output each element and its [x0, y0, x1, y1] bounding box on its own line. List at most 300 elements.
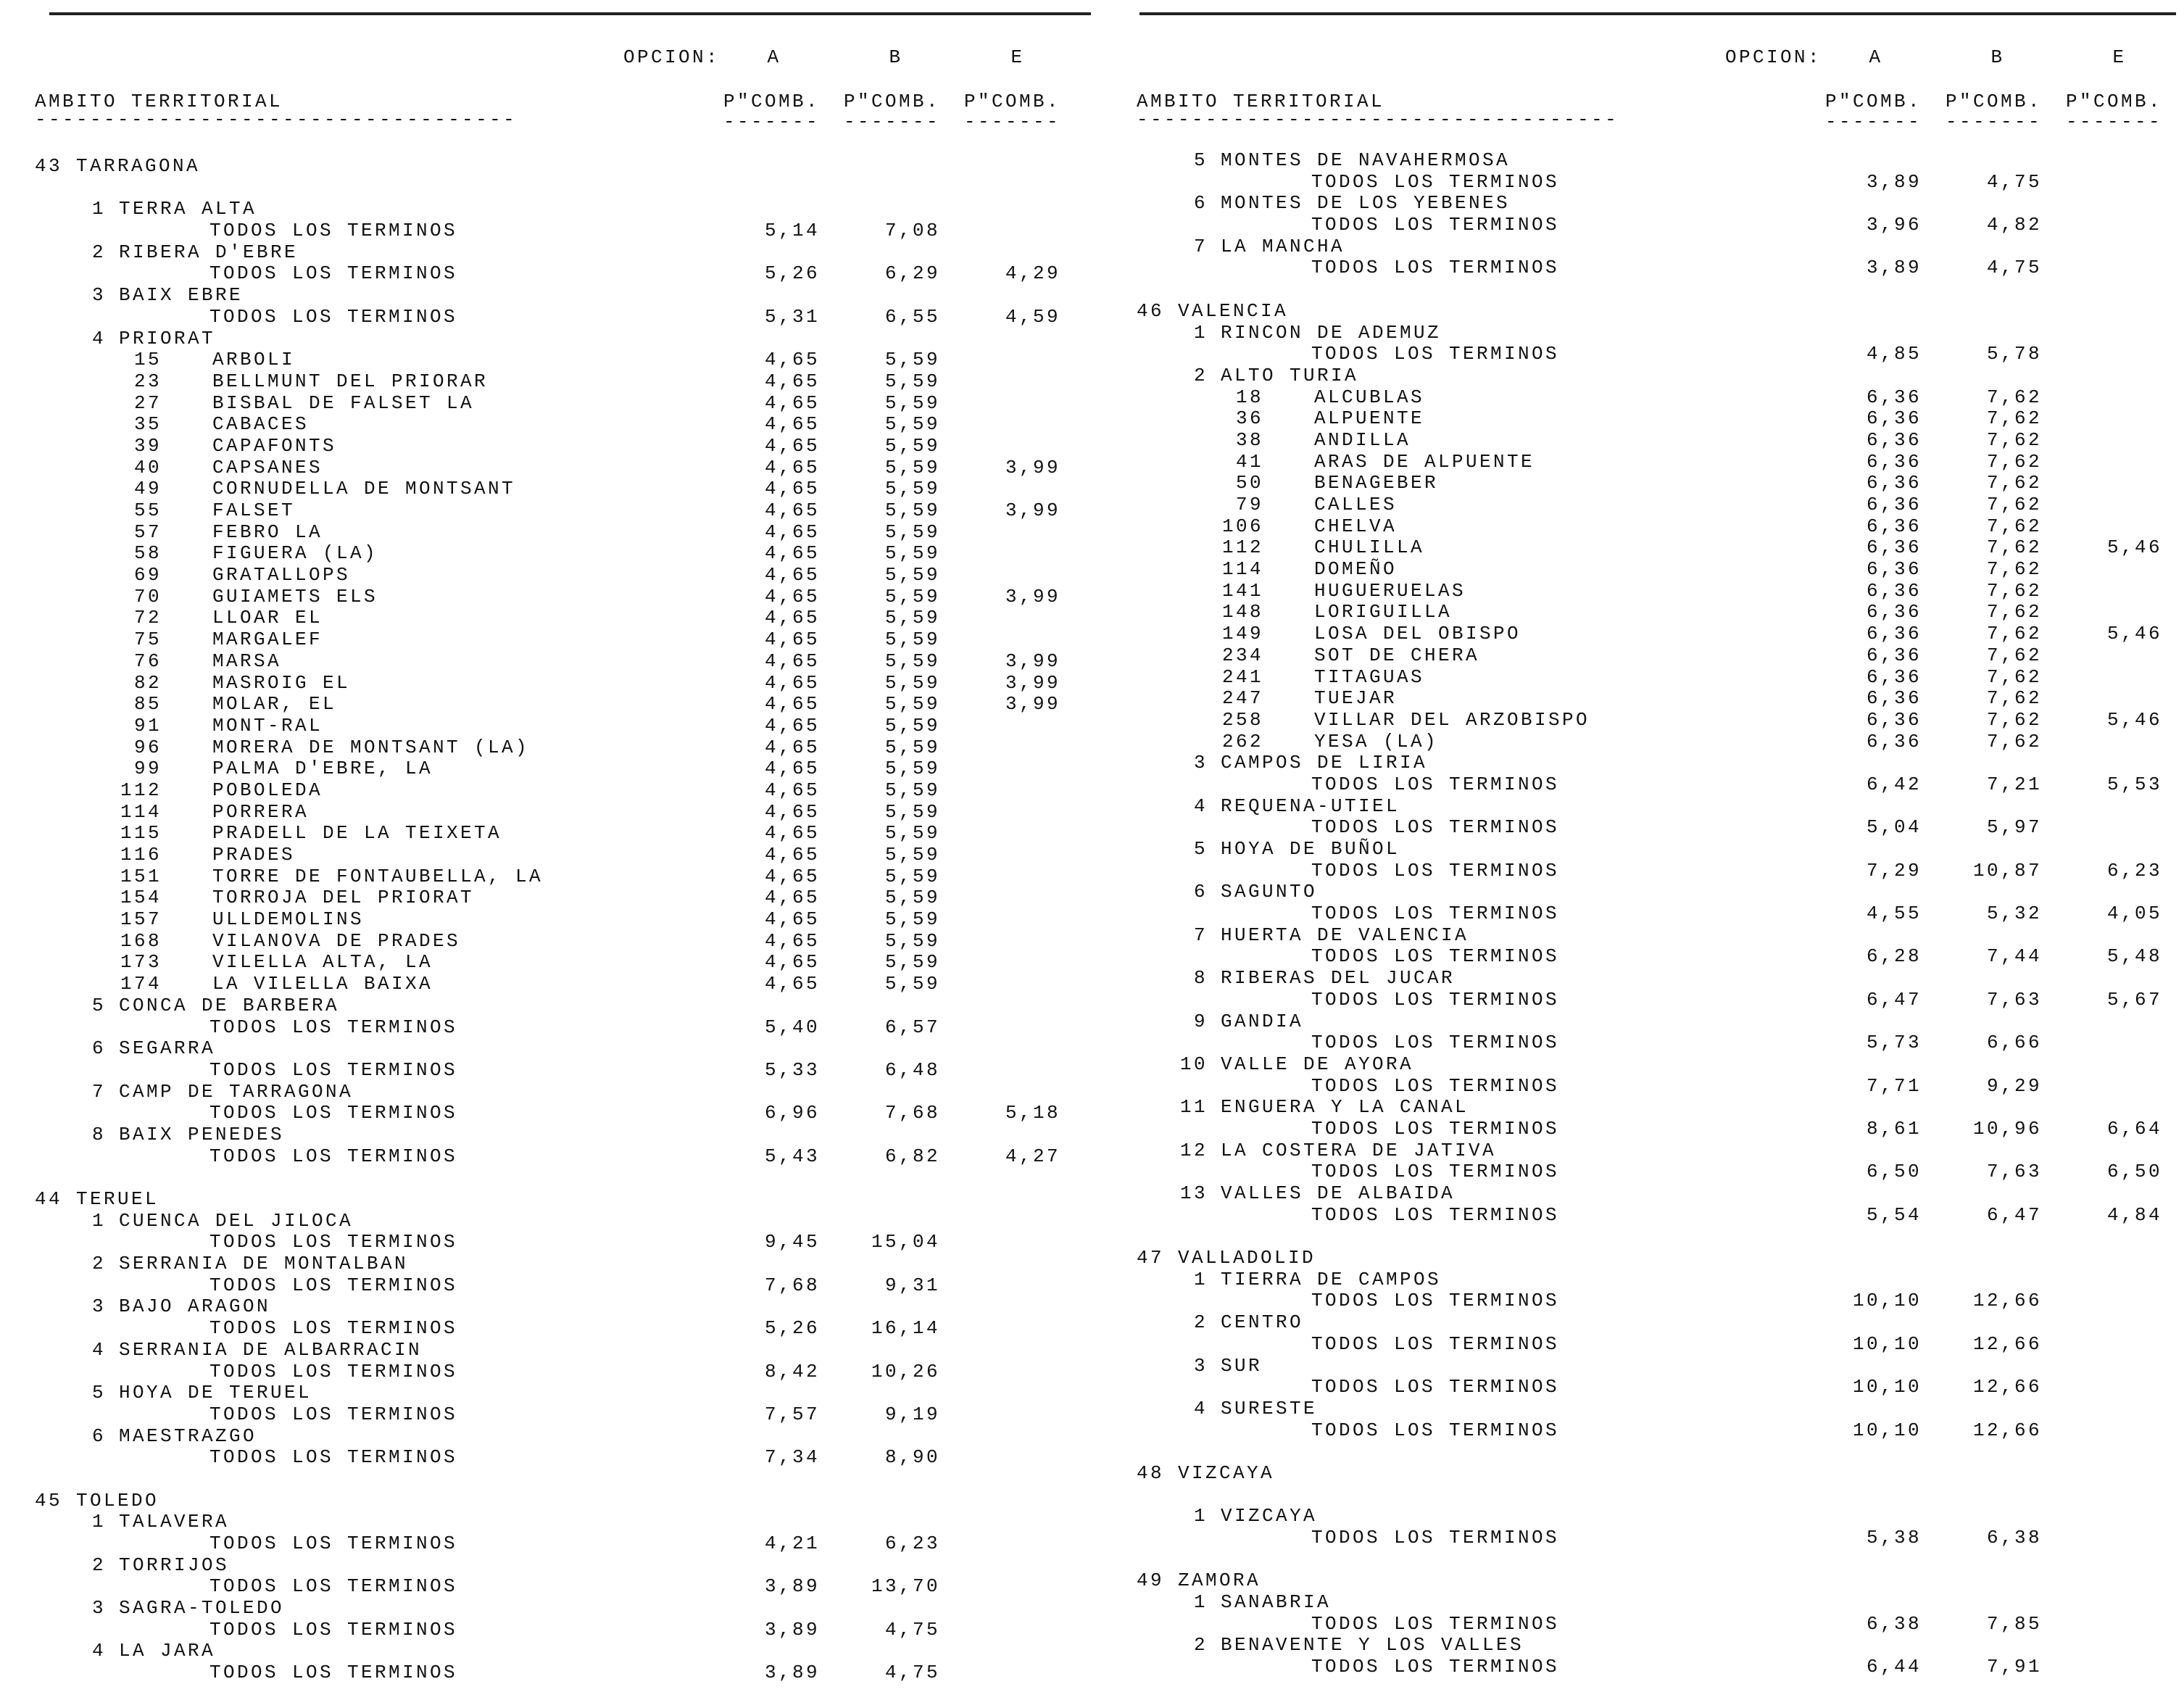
all-terms-label: TODOS LOS TERMINOS [1311, 816, 1560, 839]
municipality-name: CAPSANES [212, 456, 323, 478]
municipality-row [35, 414, 1093, 436]
value-option-a: 5,54 [1866, 1203, 1922, 1226]
all-terms-label: TODOS LOS TERMINOS [1311, 1332, 1560, 1355]
value-option-a: 7,29 [1866, 859, 1922, 882]
comarca-row [35, 1340, 1093, 1361]
value-option-e: 5,46 [2106, 708, 2162, 731]
blank-line [35, 1469, 1093, 1490]
municipality-name: LOSA DEL OBISPO [1314, 623, 1521, 645]
comarca-name: MAESTRAZGO [119, 1425, 257, 1447]
municipality-row [35, 780, 1093, 802]
all-terms-label: TODOS LOS TERMINOS [209, 1102, 458, 1124]
right-column [1137, 0, 2184, 1700]
comarca-name: ALTO TURIA [1221, 364, 1359, 386]
municipality-row [35, 522, 1093, 544]
comarca-number: 6 [91, 1425, 106, 1447]
opcion-label: OPCION: [1725, 46, 1822, 68]
column-header-a: P"COMB. [1824, 91, 1922, 112]
comarca-number: 1 [91, 1511, 106, 1533]
municipality-name: MORERA DE MONTSANT (LA) [212, 736, 530, 758]
value-option-b: 4,75 [884, 1662, 940, 1684]
column-header-e: P"COMB. [963, 91, 1060, 112]
value-option-a: 4,65 [764, 456, 820, 478]
municipality-row [35, 629, 1093, 651]
value-option-e: 4,29 [1005, 262, 1060, 285]
all-terms-label: TODOS LOS TERMINOS [1311, 257, 1560, 279]
value-option-a: 5,33 [764, 1058, 820, 1081]
all-terms-label: TODOS LOS TERMINOS [1311, 859, 1560, 882]
comarca-name: MONTES DE LOS YEBENES [1221, 192, 1511, 215]
column-header-e: P"COMB. [2065, 91, 2162, 112]
value-option-a: 6,96 [764, 1102, 820, 1124]
all-terms-label: TODOS LOS TERMINOS [1311, 1656, 1560, 1678]
all-terms-row [1137, 1614, 2184, 1635]
value-option-b: 5,59 [884, 607, 940, 629]
province-name: ZAMORA [1178, 1570, 1261, 1592]
all-terms-row [35, 1620, 1093, 1641]
value-option-b: 7,62 [1986, 472, 2042, 494]
top-rule [1139, 12, 2176, 15]
all-terms-label: TODOS LOS TERMINOS [1311, 1032, 1560, 1054]
ambito-territorial-heading: AMBITO TERRITORIAL [1137, 91, 1385, 112]
value-option-b: 5,59 [884, 736, 940, 758]
comarca-name: TIERRA DE CAMPOS [1221, 1268, 1442, 1290]
all-terms-label: TODOS LOS TERMINOS [209, 1360, 458, 1382]
value-option-e: 3,99 [1005, 693, 1060, 716]
municipality-row [35, 931, 1093, 953]
municipality-code: 27 [133, 391, 162, 414]
province-name: VALENCIA [1178, 299, 1289, 322]
value-option-b: 6,47 [1986, 1203, 2042, 1226]
blank-line [1137, 279, 2184, 301]
comarca-row [1137, 1398, 2184, 1420]
municipality-row [35, 845, 1093, 866]
all-terms-row [35, 1103, 1093, 1124]
value-option-a: 4,65 [764, 370, 820, 392]
column-underline-b: ------- [843, 111, 940, 133]
all-terms-row [35, 307, 1093, 328]
heading-underline: ----------------------------------- [35, 109, 518, 130]
value-option-b: 15,04 [871, 1231, 940, 1253]
value-option-b: 7,62 [1986, 666, 2042, 688]
value-option-e: 4,59 [1005, 305, 1060, 328]
value-option-e: 5,46 [2106, 536, 2162, 559]
value-option-b: 6,29 [884, 262, 940, 285]
comarca-number: 5 [1193, 838, 1208, 860]
comarca-number: 3 [1193, 752, 1208, 774]
municipality-row [35, 436, 1093, 457]
comarca-row [1137, 1269, 2184, 1291]
value-option-a: 7,57 [764, 1403, 820, 1425]
municipality-code: 106 [1221, 515, 1263, 537]
municipality-name: YESA (LA) [1314, 730, 1439, 752]
municipality-row [35, 586, 1093, 608]
value-option-b: 7,63 [1986, 1161, 2042, 1183]
value-option-b: 5,59 [884, 478, 940, 500]
value-option-a: 5,26 [764, 1317, 820, 1340]
comarca-name: TERRA ALTA [119, 198, 257, 220]
all-terms-row [1137, 1527, 2184, 1549]
municipality-code: 40 [133, 456, 162, 478]
all-terms-label: TODOS LOS TERMINOS [1311, 773, 1560, 795]
comarca-row [35, 285, 1093, 307]
value-option-b: 5,59 [884, 844, 940, 866]
municipality-name: DOMEÑO [1314, 558, 1398, 581]
value-option-a: 6,36 [1866, 730, 1922, 752]
all-terms-label: TODOS LOS TERMINOS [1311, 1117, 1560, 1140]
all-terms-row [1137, 172, 2184, 194]
value-option-b: 10,87 [1972, 859, 2042, 882]
municipality-code: 148 [1221, 601, 1263, 623]
all-terms-row [1137, 257, 2184, 279]
value-option-e: 6,23 [2106, 859, 2162, 882]
comarca-row [35, 328, 1093, 350]
value-option-e: 6,64 [2106, 1117, 2162, 1140]
province-name: TERUEL [76, 1188, 159, 1210]
municipality-code: 141 [1221, 579, 1263, 602]
rate-table-left [35, 156, 1093, 1684]
value-option-b: 12,66 [1972, 1419, 2042, 1441]
all-terms-row [35, 1576, 1093, 1598]
value-option-a: 9,45 [764, 1231, 820, 1253]
value-option-e: 3,99 [1005, 499, 1060, 521]
all-terms-row [1137, 861, 2184, 882]
all-terms-row [35, 1146, 1093, 1168]
all-terms-label: TODOS LOS TERMINOS [209, 1662, 458, 1684]
value-option-a: 3,89 [1866, 170, 1922, 193]
municipality-name: PRADES [212, 844, 296, 866]
municipality-code: 79 [1235, 494, 1263, 515]
municipality-row [1137, 710, 2184, 731]
comarca-name: HUERTA DE VALENCIA [1221, 924, 1469, 946]
all-terms-row [35, 1017, 1093, 1039]
municipality-code: 55 [133, 499, 162, 521]
comarca-number: 1 [91, 1209, 106, 1232]
municipality-row [35, 737, 1093, 759]
comarca-name: SURESTE [1221, 1397, 1318, 1419]
municipality-row [1137, 645, 2184, 667]
value-option-a: 6,44 [1866, 1656, 1922, 1678]
municipality-row [1137, 452, 2184, 473]
value-option-a: 5,43 [764, 1145, 820, 1167]
value-option-a: 4,65 [764, 585, 820, 608]
comarca-number: 2 [91, 1554, 106, 1576]
municipality-name: CORNUDELLA DE MONTSANT [212, 478, 516, 500]
comarca-row [1137, 1592, 2184, 1614]
value-option-a: 6,36 [1866, 407, 1922, 430]
value-option-a: 4,65 [764, 542, 820, 565]
all-terms-row [35, 1361, 1093, 1383]
province-row [1137, 1570, 2184, 1592]
comarca-row [1137, 150, 2184, 172]
municipality-row [35, 457, 1093, 479]
value-option-a: 4,65 [764, 478, 820, 500]
municipality-name: PRADELL DE LA TEIXETA [212, 822, 502, 845]
value-option-b: 5,59 [884, 629, 940, 651]
value-option-a: 5,38 [1866, 1527, 1922, 1548]
comarca-row [1137, 1635, 2184, 1657]
municipality-code: 91 [133, 714, 162, 737]
value-option-b: 9,31 [884, 1274, 940, 1296]
comarca-name: VIZCAYA [1221, 1505, 1318, 1527]
value-option-a: 6,36 [1866, 579, 1922, 602]
value-option-a: 6,36 [1866, 644, 1922, 666]
value-option-b: 5,59 [884, 887, 940, 909]
province-row [1137, 301, 2184, 323]
comarca-name: VALLE DE AYORA [1221, 1053, 1414, 1075]
comarca-number: 6 [1193, 192, 1208, 215]
value-option-b: 7,85 [1986, 1612, 2042, 1635]
municipality-row [35, 866, 1093, 888]
municipality-row [1137, 602, 2184, 623]
value-option-a: 4,65 [764, 650, 820, 672]
comarca-row [35, 1555, 1093, 1577]
municipality-name: GRATALLOPS [212, 564, 351, 586]
value-option-b: 5,59 [884, 973, 940, 995]
value-option-b: 5,32 [1986, 903, 2042, 925]
all-terms-label: TODOS LOS TERMINOS [1311, 1161, 1560, 1183]
value-option-a: 3,89 [764, 1575, 820, 1598]
comarca-name: CENTRO [1221, 1311, 1304, 1334]
municipality-name: LORIGUILLA [1314, 601, 1453, 623]
value-option-b: 5,59 [884, 714, 940, 737]
comarca-name: RINCON DE ADEMUZ [1221, 321, 1442, 344]
comarca-number: 7 [1193, 235, 1208, 257]
value-option-b: 16,14 [871, 1317, 940, 1340]
comarca-row [1137, 1356, 2184, 1377]
value-option-a: 10,10 [1852, 1290, 1922, 1312]
comarca-number: 1 [1193, 1591, 1208, 1614]
province-code: 45 [35, 1489, 63, 1512]
municipality-row [1137, 516, 2184, 538]
value-option-b: 5,59 [884, 456, 940, 478]
all-terms-label: TODOS LOS TERMINOS [209, 1274, 458, 1296]
municipality-code: 58 [133, 542, 162, 565]
value-option-b: 7,62 [1986, 623, 2042, 645]
province-row [35, 1490, 1093, 1512]
column-underline-a: ------- [1824, 111, 1922, 133]
comarca-number: 7 [91, 1080, 106, 1103]
blank-line [35, 178, 1093, 199]
value-option-a: 6,36 [1866, 494, 1922, 515]
value-option-b: 7,62 [1986, 687, 2042, 710]
municipality-code: 23 [133, 370, 162, 392]
all-terms-row [1137, 817, 2184, 839]
comarca-row [1137, 796, 2184, 818]
column-header-a: P"COMB. [723, 91, 820, 112]
value-option-b: 5,59 [884, 671, 940, 694]
all-terms-row [35, 220, 1093, 242]
value-option-b: 7,62 [1986, 708, 2042, 731]
municipality-name: TORROJA DEL PRIORAT [212, 887, 475, 909]
municipality-code: 247 [1221, 687, 1263, 710]
value-option-a: 4,65 [764, 564, 820, 586]
value-option-a: 10,10 [1852, 1332, 1922, 1355]
comarca-row [35, 199, 1093, 220]
comarca-name: SANABRIA [1221, 1591, 1332, 1614]
value-option-b: 5,59 [884, 650, 940, 672]
value-option-a: 6,42 [1866, 773, 1922, 795]
municipality-code: 114 [120, 800, 162, 823]
municipality-row [35, 887, 1093, 909]
value-option-b: 5,59 [884, 865, 940, 887]
all-terms-row [1137, 1032, 2184, 1054]
comarca-number: 4 [1193, 795, 1208, 817]
option-a-label: A [767, 46, 781, 68]
municipality-name: POBOLEDA [212, 779, 323, 801]
all-terms-row [1137, 1377, 2184, 1398]
comarca-name: SAGUNTO [1221, 881, 1318, 903]
municipality-row [35, 823, 1093, 845]
municipality-name: TORRE DE FONTAUBELLA, LA [212, 865, 544, 887]
comarca-row [35, 1598, 1093, 1620]
comarca-row [35, 995, 1093, 1017]
comarca-row [1137, 1506, 2184, 1527]
municipality-name: PALMA D'EBRE, LA [212, 758, 433, 780]
option-a-label: A [1869, 46, 1883, 68]
comarca-row [35, 1382, 1093, 1404]
value-option-a: 4,65 [764, 887, 820, 909]
value-option-e: 3,99 [1005, 671, 1060, 694]
province-code: 46 [1137, 299, 1165, 322]
comarca-number: 2 [1193, 364, 1208, 386]
value-option-a: 4,65 [764, 413, 820, 436]
all-terms-row [1137, 1290, 2184, 1312]
municipality-row [1137, 731, 2184, 753]
municipality-row [35, 478, 1093, 500]
value-option-b: 7,62 [1986, 601, 2042, 623]
all-terms-row [1137, 1420, 2184, 1442]
comarca-number: 3 [1193, 1354, 1208, 1377]
all-terms-row [1137, 903, 2184, 925]
municipality-code: 96 [133, 736, 162, 758]
comarca-row [1137, 1140, 2184, 1162]
municipality-code: 241 [1221, 666, 1263, 688]
value-option-e: 4,84 [2106, 1203, 2162, 1226]
municipality-code: 173 [120, 951, 162, 974]
province-name: TARRAGONA [76, 155, 201, 177]
municipality-row [35, 673, 1093, 694]
value-option-a: 4,65 [764, 779, 820, 801]
comarca-row [1137, 1312, 2184, 1334]
blank-line [1137, 1485, 2184, 1506]
comarca-number: 5 [91, 1382, 106, 1404]
value-option-b: 7,62 [1986, 386, 2042, 408]
all-terms-label: TODOS LOS TERMINOS [1311, 214, 1560, 236]
value-option-a: 6,36 [1866, 687, 1922, 710]
municipality-name: BISBAL DE FALSET LA [212, 391, 475, 414]
comarca-row [35, 1082, 1093, 1103]
municipality-code: 262 [1221, 730, 1263, 752]
municipality-name: TITAGUAS [1314, 666, 1425, 688]
comarca-row [35, 1253, 1093, 1275]
all-terms-row [35, 263, 1093, 285]
value-option-b: 7,21 [1986, 773, 2042, 795]
all-terms-row [35, 1662, 1093, 1684]
all-terms-label: TODOS LOS TERMINOS [1311, 1419, 1560, 1441]
comarca-number: 3 [91, 1295, 106, 1318]
value-option-b: 5,59 [884, 564, 940, 586]
value-option-e: 5,18 [1005, 1102, 1060, 1124]
comarca-number: 3 [91, 1597, 106, 1620]
all-terms-row [1137, 1205, 2184, 1227]
comarca-row [1137, 839, 2184, 861]
comarca-row [1137, 193, 2184, 215]
comarca-row [35, 242, 1093, 264]
value-option-b: 7,62 [1986, 579, 2042, 602]
value-option-b: 6,38 [1986, 1527, 2042, 1548]
value-option-b: 7,44 [1986, 945, 2042, 968]
value-option-b: 12,66 [1972, 1376, 2042, 1398]
province-name: VIZCAYA [1178, 1461, 1275, 1484]
municipality-row [1137, 667, 2184, 689]
value-option-a: 6,36 [1866, 536, 1922, 559]
value-option-a: 4,65 [764, 800, 820, 823]
value-option-a: 6,36 [1866, 558, 1922, 581]
municipality-code: 168 [120, 929, 162, 952]
municipality-name: ULLDEMOLINS [212, 908, 365, 931]
comarca-row [35, 1426, 1093, 1448]
value-option-a: 4,65 [764, 736, 820, 758]
value-option-a: 6,47 [1866, 988, 1922, 1011]
value-option-b: 7,62 [1986, 730, 2042, 752]
value-option-a: 4,21 [764, 1533, 820, 1554]
comarca-name: CUENCA DEL JILOCA [119, 1209, 354, 1232]
value-option-b: 10,26 [871, 1360, 940, 1382]
value-option-a: 4,85 [1866, 343, 1922, 365]
comarca-number: 2 [1193, 1311, 1208, 1334]
municipality-code: 112 [120, 779, 162, 801]
comarca-row [1137, 1183, 2184, 1205]
municipality-name: MARSA [212, 650, 282, 672]
municipality-row [1137, 581, 2184, 602]
municipality-code: 99 [133, 758, 162, 780]
comarca-name: BAIX PENEDES [119, 1123, 285, 1145]
all-terms-label: TODOS LOS TERMINOS [1311, 1376, 1560, 1398]
value-option-b: 5,97 [1986, 816, 2042, 839]
comarca-number: 4 [91, 327, 106, 349]
all-terms-row [1137, 1119, 2184, 1140]
comarca-row [1137, 1011, 2184, 1033]
comarca-number: 3 [91, 284, 106, 307]
all-terms-label: TODOS LOS TERMINOS [209, 1446, 458, 1469]
comarca-number: 11 [1179, 1096, 1208, 1119]
municipality-code: 157 [120, 908, 162, 931]
value-option-a: 4,65 [764, 349, 820, 371]
comarca-row [35, 1641, 1093, 1662]
value-option-a: 10,10 [1852, 1419, 1922, 1441]
municipality-row [35, 974, 1093, 995]
comarca-name: BAJO ARAGON [119, 1295, 271, 1318]
all-terms-label: TODOS LOS TERMINOS [1311, 343, 1560, 365]
municipality-code: 149 [1221, 623, 1263, 645]
comarca-name: HOYA DE TERUEL [119, 1382, 312, 1404]
municipality-name: VILANOVA DE PRADES [212, 929, 461, 952]
comarca-name: SERRANIA DE ALBARRACIN [119, 1338, 423, 1361]
all-terms-row [35, 1404, 1093, 1426]
municipality-code: 76 [133, 650, 162, 672]
comarca-row [1137, 925, 2184, 947]
comarca-name: SAGRA-TOLEDO [119, 1597, 285, 1620]
rate-table-right [1137, 150, 2184, 1678]
value-option-b: 5,78 [1986, 343, 2042, 365]
municipality-code: 174 [120, 973, 162, 995]
value-option-b: 6,82 [884, 1145, 940, 1167]
value-option-a: 6,36 [1866, 601, 1922, 623]
value-option-a: 8,61 [1866, 1117, 1922, 1140]
value-option-a: 7,34 [764, 1446, 820, 1469]
municipality-row [1137, 430, 2184, 452]
